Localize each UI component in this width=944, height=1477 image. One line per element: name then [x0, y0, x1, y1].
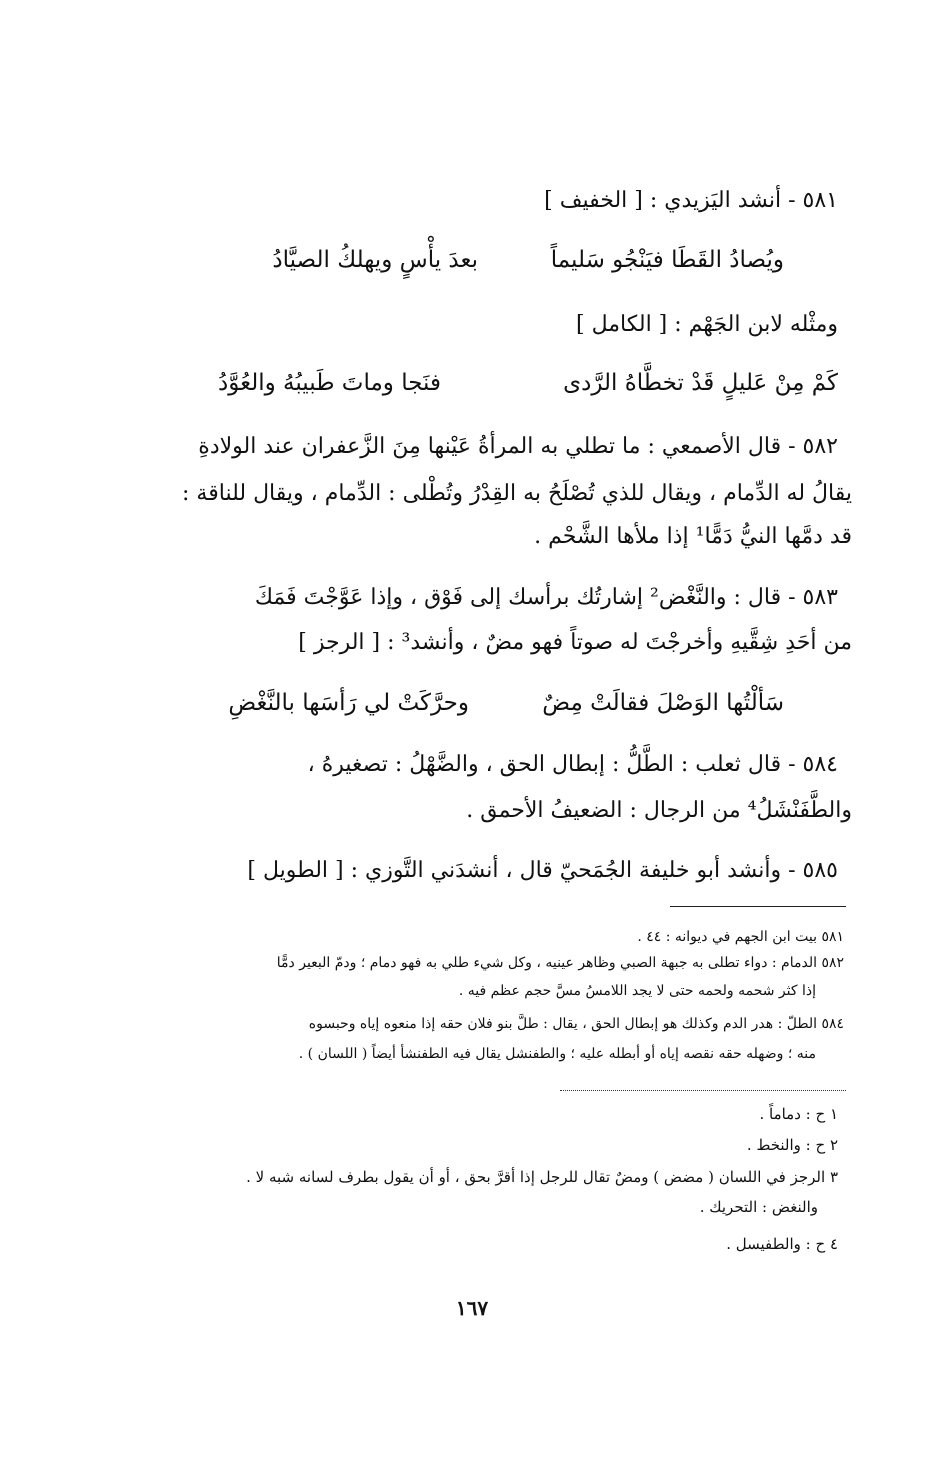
- entry-581-verse2-left-hemistich: فنَجا وماتَ طَبيبُهُ والعُوَّدُ: [218, 370, 441, 396]
- entry-583-line-2: من أحَدِ شِقَّيهِ وأخرجْتَ له صوتاً فهو مضٌ ، وأنشد³ : [ الرجز ]: [298, 630, 852, 655]
- page-number: ١٦٧: [455, 1296, 489, 1320]
- entry-584-line-2: والطَّفَنْشَلُ⁴ من الرجال : الضعيفُ الأحمق .: [466, 798, 852, 823]
- entry-581-verse-left-hemistich: بعدَ يأْسٍ ويهلكُ الصيَّادُ: [272, 247, 478, 273]
- footnote-582-line-2: إذا كثر شحمه ولحمه حتى لا يجد اللامسُ مسَّ حجم عظم فيه .: [458, 983, 816, 999]
- entry-581-similar-note: ومثْله لابن الجَهْم : [ الكامل ]: [576, 312, 838, 337]
- variants-separator: [560, 1090, 846, 1091]
- entry-582-line-3: قد دمَّها النيُّ دَمًّا¹ إذا ملأها الشَّحْم .: [534, 524, 852, 549]
- entry-581-heading: ٥٨١ - أنشد اليَزيدي : [ الخفيف ]: [544, 188, 838, 213]
- entry-583-line-1: ٥٨٣ - قال : والنَّغْض² إشارتُك برأسك إلى فَوْق ، وإذا عَوَّجْتَ فَمَكَ: [254, 585, 838, 610]
- variant-note-3-line-2: والنغض : التحريك .: [699, 1198, 818, 1216]
- footnote-584-line-1: ٥٨٤ الطلّ : هدر الدم وكذلك هو إبطال الحق ، يقال : طلَّ بنو فلان حقه إذا منعوه إياه وحبسوه: [308, 1016, 844, 1032]
- variant-note-4: ٤ ح : والطفيسل .: [726, 1235, 838, 1253]
- entry-583-verse-right-hemistich: سَألْتُها الوَصْلَ فقالَتْ مِضٌ: [542, 690, 784, 716]
- footnote-584-line-2: منه ؛ وضهله حقه نقصه إياه أو أبطله عليه ؛ والطفنشل يقال فيه الطفنشأ أيضاً ( اللسان ) .: [298, 1046, 816, 1062]
- entry-583-verse-left-hemistich: وحرَّكَتْ لي رَأسَها بالنَّغْضِ: [228, 690, 469, 716]
- variant-note-3-line-1: ٣ الرجز في اللسان ( مضض ) ومضٌ تقال للرجل إذا أقرَّ بحق ، أو أن يقول بطرف لسانه شبه لا .: [246, 1168, 838, 1186]
- variant-note-2: ٢ ح : والنخط .: [746, 1136, 838, 1154]
- entry-582-line-2: يقالُ له الدِّمام ، ويقال للذي تُصْلَحُ به القِدْرُ وتُطْلى : الدِّمام ، ويقال للناقة :: [182, 481, 852, 506]
- variant-note-1: ١ ح : دماماً .: [759, 1105, 838, 1123]
- entry-581-verse2-right-hemistich: كَمْ مِنْ عَليلٍ قَدْ تخطَّاهُ الرَّدى: [563, 370, 838, 396]
- entry-582-line-1: ٥٨٢ - قال الأصمعي : ما تطلي به المرأةُ عَيْنها مِنَ الزَّعفران عند الولادةِ: [198, 434, 838, 459]
- entry-585-line-1: ٥٨٥ - وأنشد أبو خليفة الجُمَحيّ قال ، أنشدَني التَّوزي : [ الطويل ]: [247, 858, 838, 883]
- footnote-581: ٥٨١ بيت ابن الجهم في ديوانه : ٤٤ .: [637, 929, 844, 945]
- footnote-582-line-1: ٥٨٢ الدمام : دواء تطلى به جبهة الصبي وظاهر عينيه ، وكل شيء طلي به فهو دمام ؛ ودمّ البعير دمًّا: [276, 955, 844, 971]
- footnote-separator: [670, 906, 846, 907]
- entry-584-line-1: ٥٨٤ - قال ثعلب : الطَّلُّ : إبطال الحق ، والضَّهْلُ : تصغيرهُ ،: [307, 752, 838, 777]
- entry-581-verse-right-hemistich: ويُصادُ القَطَا فيَنْجُو سَليماً: [550, 247, 784, 273]
